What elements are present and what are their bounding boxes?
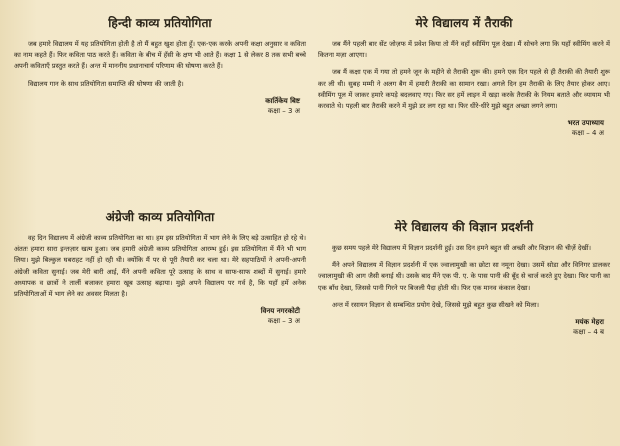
article-title: मेरे विद्यालय की विज्ञान प्रदर्शनी <box>394 220 534 234</box>
author-signature <box>318 317 604 337</box>
author-class: कक्षा – 3 अ <box>267 317 300 326</box>
article-hindi-poetry <box>14 14 306 116</box>
article-paragraph: जब हमारे विद्यालय में यह प्रतियोगिता होती है तो मैं बहुत खुश होता हूँ। एक-एक करके अपनी कक्षा अनुसार व कविता का नाम कहते हैं। फिर कविता पाठ करते हैं। कविता के बीच में हँसी के क्षण भी आते हैं। कक्षा 1 से लेकर 8 तक सभी बच्चे अपनी कविताएँ प्रस्तुत करते हैं। अन्त में माननीय प्रधानाचार्य परिणाम की घोषणा करते हैं। <box>14 40 306 71</box>
author-class: कक्षा – 3 अ <box>267 106 300 115</box>
article-title: मेरे विद्यालय में तैराकी <box>415 16 513 30</box>
article-paragraph: विद्यालय गान के साथ प्रतियोगिता समाप्ति की घोषणा की जाती है। <box>28 79 184 88</box>
author-signature <box>318 118 604 138</box>
author-name: मयंक मेहरा <box>575 318 604 327</box>
article-paragraph: अन्त में रसायन विज्ञान से सम्बन्धित प्रयोग देखे, जिससे मुझे बहुत कुछ सीखने को मिला। <box>332 300 540 309</box>
article-english-poetry <box>14 208 306 326</box>
article-title: हिन्दी काव्य प्रतियोगिता <box>108 16 212 30</box>
author-class: कक्षा – 4 अ <box>571 129 604 138</box>
article-title: अंग्रेजी काव्य प्रतियोगिता <box>105 210 215 224</box>
author-signature <box>14 96 300 116</box>
article-paragraph: जब मैंने पहली बार सेंट जोज़फ में प्रवेश किया तो मैंने वहाँ स्वीमिंग पूल देखा। मैं सोचने लगा कि यहाँ स्वीमिंग करने में कितना मज़ा आएगा। <box>318 40 610 60</box>
author-class: कक्षा – 4 ब <box>573 328 604 337</box>
author-name: विनय नगरकोटी <box>260 307 300 316</box>
article-paragraph: कुछ समय पहले मेरे विद्यालय में विज्ञान प्रदर्शनी हुई। उस दिन हमने बहुत सी अच्छी और विज्ञान की चीज़ें देखीं। <box>332 244 591 252</box>
author-name: भरत उपाध्याय <box>567 119 604 128</box>
author-signature <box>14 306 300 326</box>
article-science-exhibition <box>318 218 610 337</box>
author-name: कार्तिकेय बिष्ट <box>265 96 300 105</box>
article-paragraph: जब मैं कक्षा एक में गया तो हमने जून के महीने से तैराकी शुरू की। हमने एक दिन पहले से ही तैराकी की तैयारी शुरू कर ली थी। सुबह मम्मी ने अलग बैग में हमारी तैराकी का सामान रखा। अगले दिन हम तैराकी के लिए तैयार होकर आए। स्वीमिंग पूल में जाकर हमारे कपड़े बदलवाए गए। फिर सर हमें लाइन में खड़ा करके तैराकी के नियम बताते और व्यायाम भी करवाते थे। पहली बार तैराकी करने में मुझे डर लग रहा था। फिर धीरे-धीरे मुझे बहुत अच्छा लगने लगा। <box>318 68 610 111</box>
article-paragraph: मैंने अपने विद्यालय में विज्ञान प्रदर्शनी में एक ज्वालामुखी का छोटा सा नमूना देखा। उसमें सोडा और विनिगर डालकर ज्वालामुखी की आग जैसी बनाई थी। उसके बाद मैंने एक पी. ए. के पास पानी की बूँद से चार्ज करते हुए देखा। फिर पानी का एक बाँध देखा, जिससे पानी गिरने पर बिजली पैदा होती थी। फिर एक मानव कंकाल देखा। <box>318 261 610 292</box>
article-swimming <box>318 14 610 138</box>
article-paragraph: वह दिन विद्यालय में अंग्रेजी काव्य प्रतियोगिता का था। हम इस प्रतियोगिता में भाग लेने के लिए बड़े उत्साहित हो रहे थे। अंततः हमारा सारा इन्तज़ार खत्म हुआ। जब हमारी अंग्रेजी काव्य प्रतियोगिता आरम्भ हुई। इस प्रतियोगिता में मैंने भी भाग लिया। मुझे बिल्कुल घबराहट नहीं हो रही थी। क्योंकि मैं पर से पूरी तैयारी कर चला था। मेरे सहपाठियों ने अपनी-अपनी अंग्रेजी कविता सुनाई। जब मेरी बारी आई, मैंने अपनी कविता पूरे उत्साह के साथ व साफ-साफ शब्दों में सुनाई। हमारे अध्यापक व छात्रों ने तालीं बजाकर हमारा खूब उत्साह बढ़ाया। मुझे अपने विद्यालय पर गर्व है, कि यहाँ हमें अनेक प्रतियोगिताओं में भाग लेने का अवसर मिलता है। <box>14 234 306 299</box>
